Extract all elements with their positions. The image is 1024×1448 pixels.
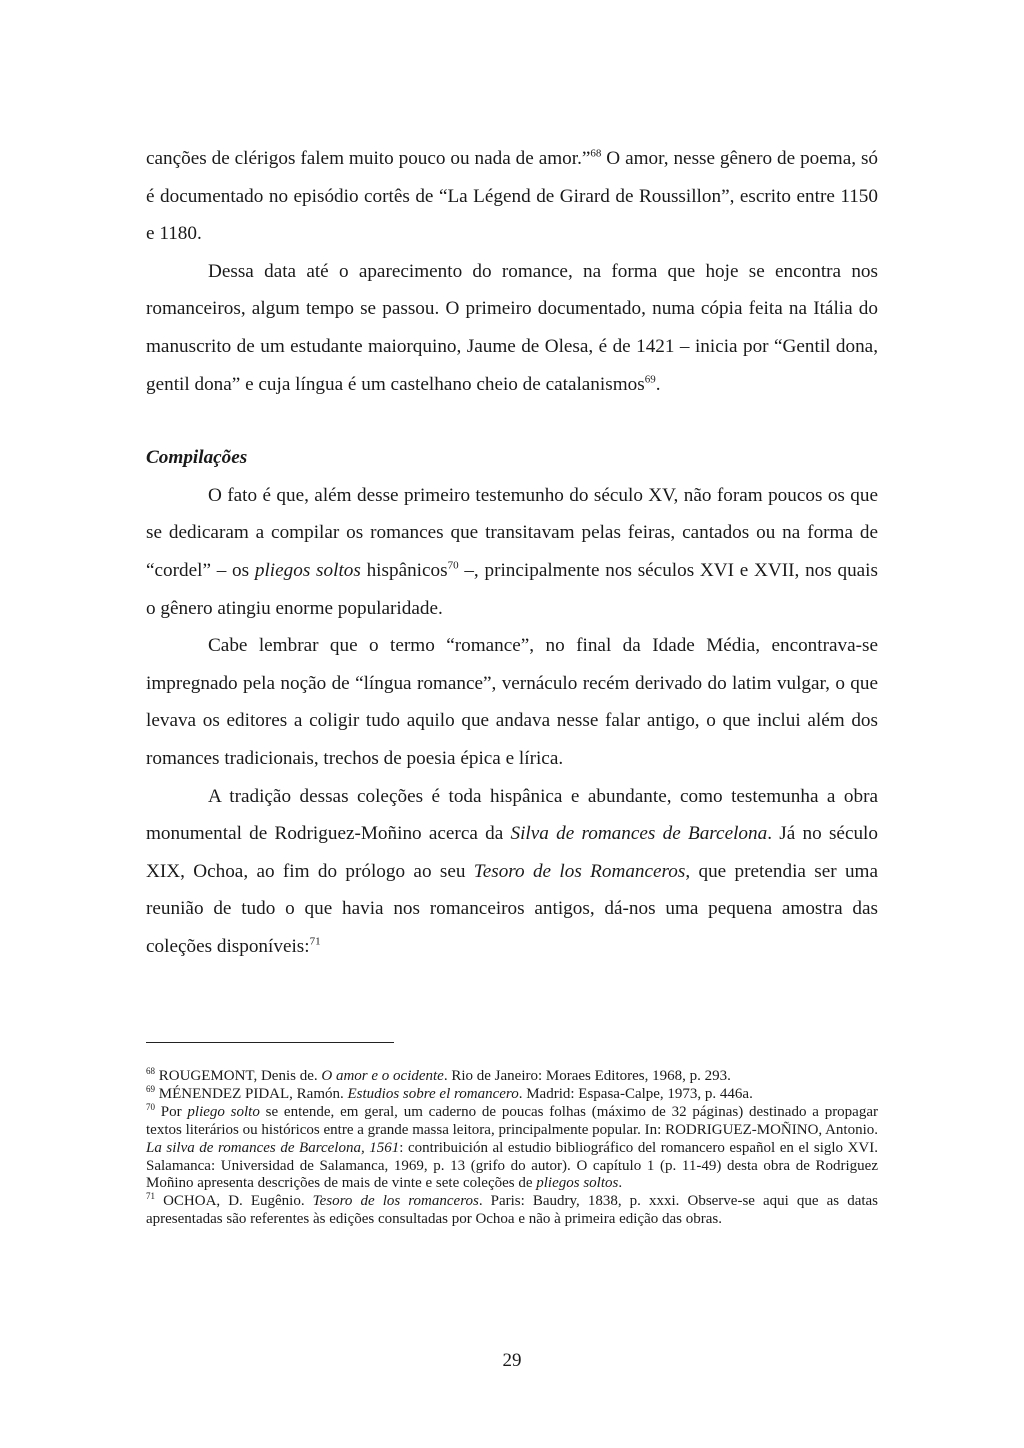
text-run: OCHOA, D. Eugênio. [155,1193,313,1210]
footnote-ref-70[interactable]: 70 [447,559,459,572]
text-run: . Já no século XIX, Ochoa, ao fim do prólogo ao seu [146,823,878,882]
text-run: O amor, nesse gênero de poema, só é documentado no episódio cortês de “La Légend de Girard de Roussillon”, escrito entre 1150 e 1180. [146,148,879,245]
footnote-ref-68[interactable]: 68 [590,147,602,160]
footnote-number: 68 [146,1066,155,1076]
footnote-number: 70 [146,1101,155,1112]
body-text [146,140,878,965]
italic-run: La silva de romances de Barcelona, 1561 [146,1139,400,1156]
section-heading: Compilações [146,447,248,469]
text-run: hispânicos [360,559,448,581]
text-run: Dessa data até o aparecimento do romance, na forma que hoje se encontra nos romanceiros, algum tempo se passou. O primeiro documentado, numa cópia feita na Itália do manuscrito de um estudante maiorquino, Jaume de Olesa, é de 1421 – inicia por “Gentil dona, gentil dona” e cuja língua é um castelhano cheio de catalanismos [146,260,878,395]
paragraph-4: Cabe lembrar que o termo “romance”, no final da Idade Média, encontrava-se impregnado pela noção de “língua romance”, vernáculo recém derivado do latim vulgar, o que levava os editores a coligir tudo aquilo que andava nesse falar antigo, o que inclui além dos romances tradicionais, trechos de poesia épica e lírica. [146,635,878,769]
italic-run: Tesoro de los romanceros [312,1193,479,1210]
paragraph-2 [146,253,878,403]
text-run: A tradição dessas coleções é toda hispânica e abundante, como testemunha a obra monumental de Rodriguez-Moñino acerca da [146,785,878,845]
text-run: , que pretendia ser uma reunião de tudo o que havia nos romanceiros antigos, dá-nos uma pequena amostra das coleções disponíveis: [146,860,878,957]
footnote-71 [146,1193,878,1229]
text-run: . [618,1175,623,1192]
text-run: . Paris: Baudry, 1838, p. xxxi. Observe-se aqui que as datas apresentadas são referentes às edições consultadas por Ochoa e não à primeira edição das obras. [146,1193,879,1228]
italic-run: pliegos soltos [536,1175,619,1192]
footnotes [146,1068,878,1229]
text-run: Por [155,1103,188,1120]
footnote-68 [146,1068,878,1086]
text-run: . [655,373,661,395]
italic-run: pliego solto [187,1103,260,1120]
footnote-ref-69[interactable]: 69 [644,373,656,386]
footnote-ref-71[interactable]: 71 [309,935,321,948]
paragraph-5 [146,778,878,966]
italic-run: O amor e o ocidente [321,1068,444,1084]
text-run: canções de clérigos falem muito pouco ou nada de amor.” [146,148,591,169]
italic-run: Tesoro de los Romanceros [473,860,686,882]
text-run: se entende, em geral, um caderno de poucas folhas (máximo de 32 páginas) destinado a propagar textos literários ou históricos entre a grande massa leitora, principalmente popular. In: RODRIGUEZ-MOÑINO, Antonio. [146,1103,878,1138]
italic-run: Estudios sobre el romancero [347,1085,519,1102]
footnote-number: 69 [146,1083,155,1094]
paragraph-1 [146,140,878,253]
footnote-70 [146,1101,878,1194]
italic-run: Silva de romances de Barcelona [510,823,768,845]
text-run: : contribuición al estudio bibliográfico del romancero español en el siglo XVI. Salamanca: Universidad de Salamanca, 1969, p. 13 (grifo do autor). O capítulo 1 (p. 11-49) desta obra de Rodriguez Moñino apresenta descrições de mais de vinte e sete coleções de [146,1139,878,1192]
text-run: . Rio de Janeiro: Moraes Editores, 1968, p. 293. [443,1068,731,1084]
text-run: ROUGEMONT, Denis de. [155,1068,322,1084]
page-number: 29 [502,1350,522,1371]
footnote-69 [146,1083,878,1104]
footnote-number: 71 [146,1191,155,1202]
paragraph-3 [146,477,878,627]
footnote-separator [146,1042,394,1043]
text-run: O fato é que, além desse primeiro testemunho do século XV, não foram poucos os que se dedicaram a compilar os romances que transitavam pelas feiras, cantados ou na forma de “cordel” – os [146,484,878,581]
text-run: –, principalmente nos séculos XVI e XVII, nos quais o gênero atingiu enorme popularidade. [146,559,878,619]
italic-run: pliegos soltos [254,559,361,581]
text-run: MÉNENDEZ PIDAL, Ramón. [155,1085,348,1102]
text-run: . Madrid: Espasa-Calpe, 1973, p. 446a. [518,1085,753,1102]
